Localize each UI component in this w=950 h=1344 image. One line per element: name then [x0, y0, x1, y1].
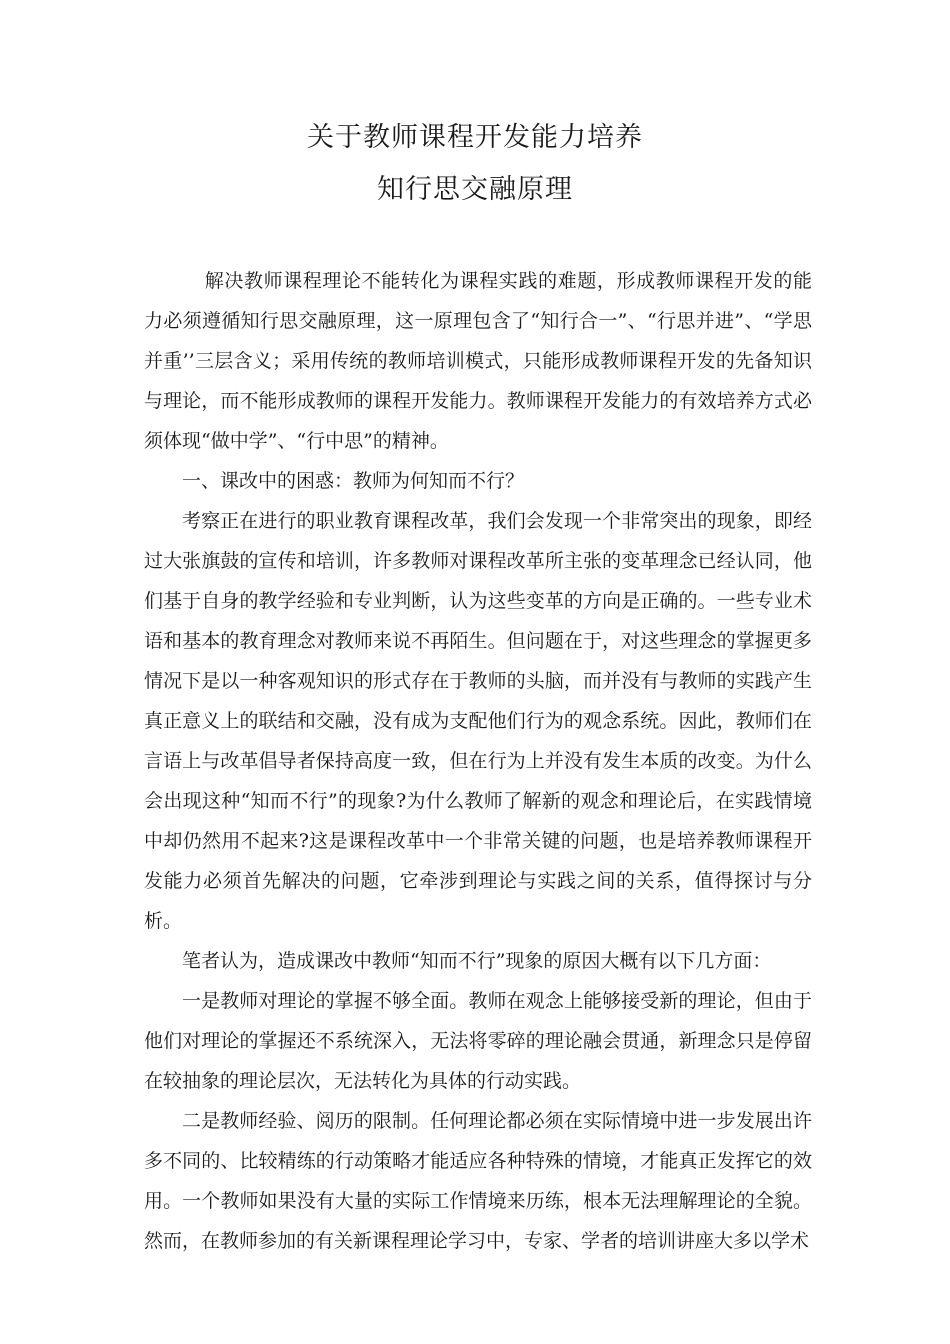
paragraph: 考察正在进行的职业教育课程改革，我们会发现一个非常突出的现象，即经过大张旗鼓的宣传和培训，许多教师对课程改革所主张的变革理念已经认同，他们基于自身的教学经验和专业判断，认为这些变革的方向是正确的。一些专业术语和基本的教育理念对教师来说不再陌生。但问题在于，对这些理念的掌握更多情况下是以一种客观知识的形式存在于教师的头脑，而并没有与教师的实践产生真正意义上的联结和交融，没有成为支配他们行为的观念系统。因此，教师们在言语上与改革倡导者保持高度一致，但在行为上并没有发生本质的改变。为什么会出现这种“知而不行”的现象?为什么教师了解新的观念和理论后，在实践情境中却仍然用不起来?这是课程改革中一个非常关键的问题，也是培养教师课程开发能力必须首先解决的问题，它牵涉到理论与实践之间的关系，值得探讨与分析。: [144, 510, 812, 932]
paragraph-abstract: 解决教师课程理论不能转化为课程实践的难题，形成教师课程开发的能力必须遵循知行思交融原理，这一原理包含了“知行合一”、“行思并进”、“学思并重’’三层含义；采用传统的教师培训模式，只能形成教师课程开发的先备知识与理论，而不能形成教师的课程开发能力。教师课程开发能力的有效培养方式必须体现“做中学”、“行中思”的精神。: [144, 270, 812, 452]
section-heading-1: 一、课改中的困惑：教师为何知而不行？: [182, 470, 525, 492]
title-line-2: 知行思交融原理: [377, 174, 573, 205]
paragraph: 笔者认为，造成课改中教师“知而不行”现象的原因大概有以下几方面：: [182, 950, 772, 972]
paragraph: 一是教师对理论的掌握不够全面。教师在观念上能够接受新的理论，但由于他们对理论的掌握还不系统深入，无法将零碎的理论融会贯通，新理念只是停留在较抽象的理论层次，无法转化为具体的行动实践。: [144, 990, 812, 1092]
title-line-1: 关于教师课程开发能力培养: [307, 122, 643, 153]
document-title: [0, 112, 950, 216]
paragraph: 二是教师经验、阅历的限制。任何理论都必须在实际情境中进一步发展出许多不同的、比较精练的行动策略才能适应各种特殊的情境，才能真正发挥它的效用。一个教师如果没有大量的实际工作情境来历练，根本无法理解理论的全貌。然而，在教师参加的有关新课程理论学习中，专家、学者的培训讲座大多以学术: [144, 1110, 812, 1252]
document-body: [144, 261, 812, 1261]
